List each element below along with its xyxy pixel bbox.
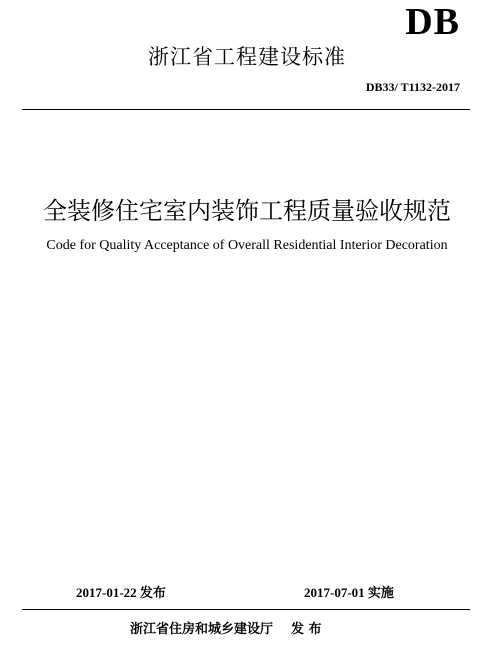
implementation-date: 2017-07-01 实施 [304,585,394,600]
standard-type-title: 浙江省工程建设标准 [148,45,346,69]
document-title-chinese: 全装修住宅室内装饰工程质量验收规范 [43,197,451,225]
issue-date: 2017-01-22 发布 [76,585,166,600]
bottom-divider [22,609,470,610]
standard-number: DB33/ T1132-2017 [365,80,460,94]
issuer-name: 浙江省住房和城乡建设厅 [130,622,274,637]
db-mark: DB [405,1,460,43]
top-divider [22,109,470,110]
issuer-line [130,621,322,639]
document-title-english: Code for Quality Acceptance of Overall Residential Interior Decoration [46,238,448,253]
issue-label: 发 布 [291,622,322,637]
